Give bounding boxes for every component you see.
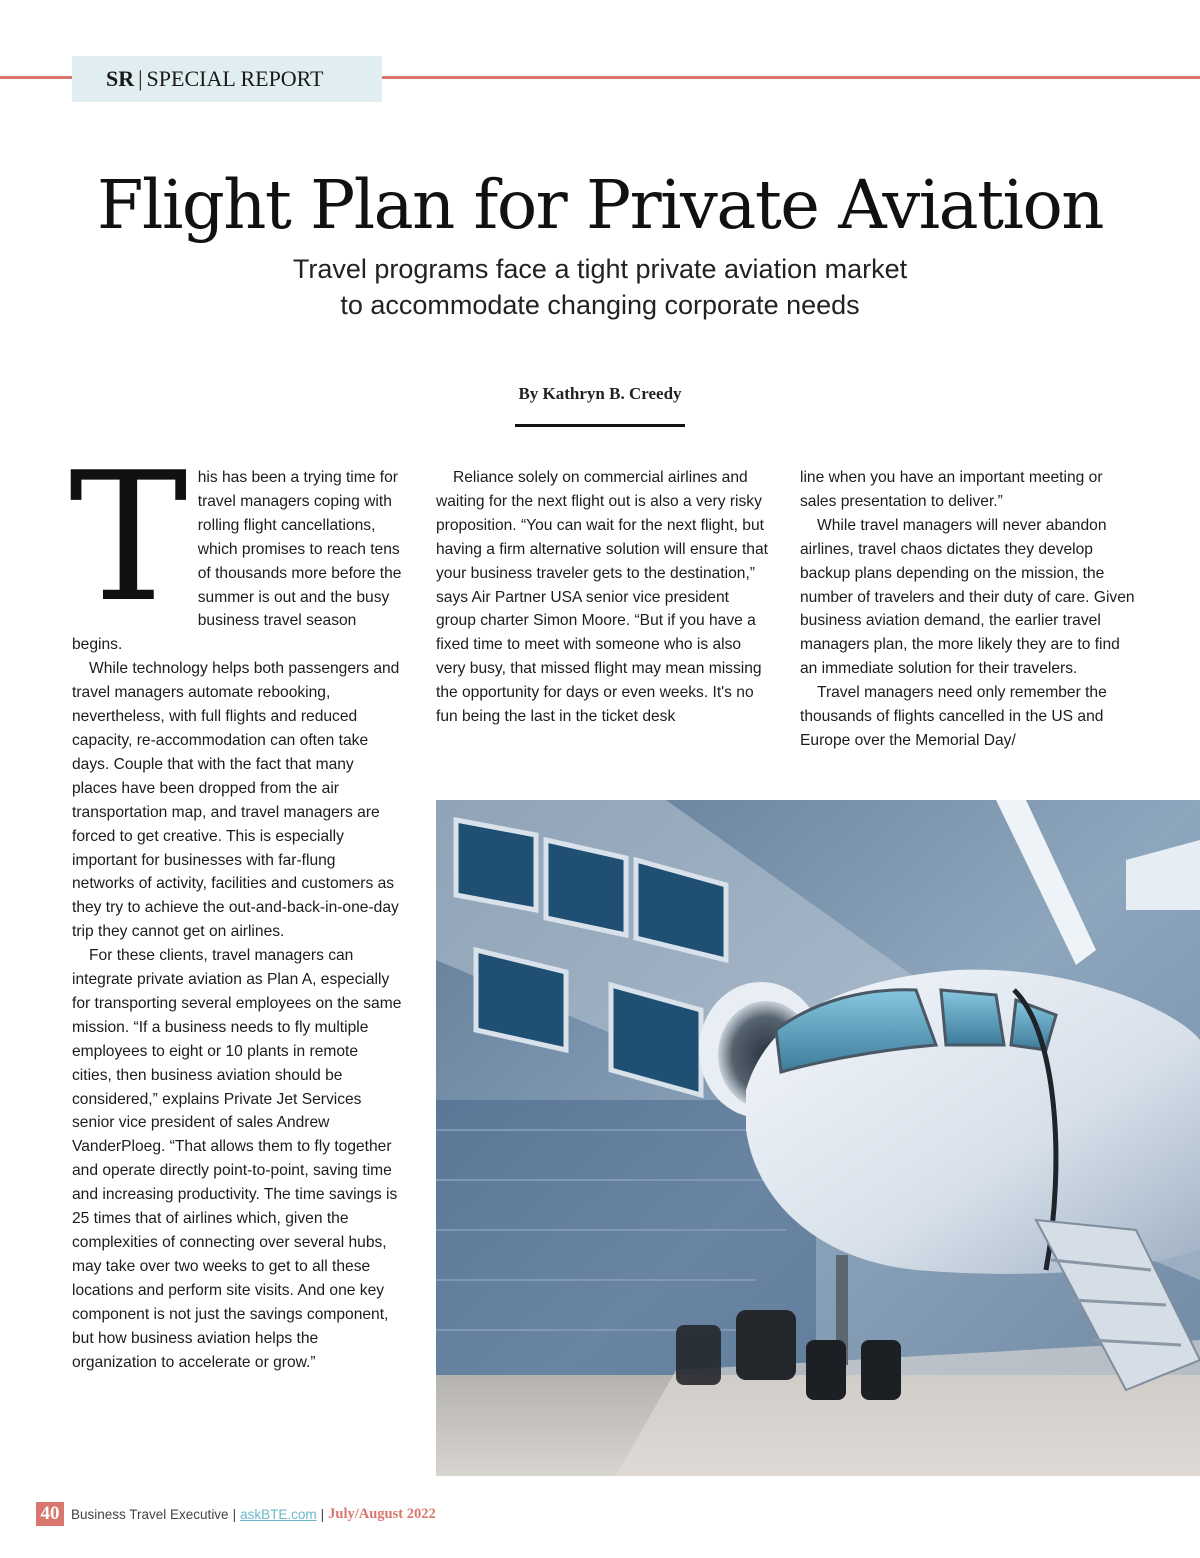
paragraph: While travel managers will never abandon airlines, travel chaos dictates they develop backup plans depending on the mission, the number of travelers and their duty of care. Given business aviation demand, the earlier travel managers plan, the more likely they are to find an immediate solution for their travelers. <box>800 516 1135 678</box>
website-link[interactable]: askBTE.com <box>240 1506 317 1522</box>
footer-separator: | <box>320 1506 325 1522</box>
page-footer <box>36 1502 436 1526</box>
footer-separator: | <box>232 1506 237 1522</box>
paragraph <box>69 434 402 657</box>
issue-date: July/August 2022 <box>328 1505 436 1522</box>
jet-photo <box>436 800 1200 1476</box>
private-jet-illustration <box>436 800 1200 1476</box>
article-column-3 <box>800 466 1135 753</box>
paragraph: line when you have an important meeting or sales presentation to deliver.” <box>800 469 1103 510</box>
paragraph: For these clients, travel managers can integrate private aviation as Plan A, especially for transporting several employees on the same mission. “If a business needs to fly multiple employees to eight or 10 plants in remote cities, then business aviation should be considered,” explains Private Jet Services senior vice president of sales Andrew VanderPloeg. “That allows them to fly together and operate directly point-to-point, saving time and increasing productivity. The time savings is 25 times that of airlines which, given the complexities of connecting over several hubs, may take over two weeks to get to all these locations and perform site visits. And one key component is not just the savings component, but how business aviation helps the organization to accelerate or grow.” <box>72 947 402 1371</box>
article-column-2 <box>436 466 771 729</box>
subtitle-line-1: Travel programs face a tight private aviation market <box>292 254 908 284</box>
paragraph: Reliance solely on commercial airlines and waiting for the next flight out is also a very risky proposition. “You can wait for the next flight, but having a firm alternative solution will ensure that your business traveler gets to the destination,” says Air Partner USA senior vice president group charter Simon Moore. “But if you have a fixed time to meet with someone who is also very busy, that missed flight may mean missing the opportunity for days or even weeks. It's no fun being the last in the ticket desk <box>436 469 768 726</box>
article-column-1 <box>69 434 402 1374</box>
byline-rule <box>515 424 685 427</box>
section-abbr: SR <box>106 66 135 91</box>
paragraph: Travel managers need only remember the thousands of flights cancelled in the US and Europe over the Memorial Day/ <box>800 684 1107 749</box>
publication-name: Business Travel Executive <box>71 1506 229 1522</box>
article-title: Flight Plan for Private Aviation <box>97 166 1103 244</box>
header-rule-right <box>382 76 1200 79</box>
section-tab <box>72 56 382 102</box>
article-subtitle <box>0 251 1200 323</box>
paragraph: While technology helps both passengers and travel managers automate rebooking, nevertheless, with full flights and reduced capacity, re-accommodation can often take days. Couple that with the fact that many places have been dropped from the air transportation map, and travel managers are forced to get creative. This is especially important for businesses with far-flung networks of activity, facilities and customers as they try to achieve the out-and-back-in-one-day trip they cannot get on airlines. <box>72 660 400 941</box>
section-separator: | <box>138 66 143 91</box>
paragraph-text: his has been a trying time for travel managers coping with rolling flight cancellations, which promises to reach tens of thousands more before the summer is out and the busy business travel season begins. <box>72 469 402 654</box>
byline: By Kathryn B. Creedy <box>518 384 682 403</box>
section-name: SPECIAL REPORT <box>146 66 324 91</box>
page-number: 40 <box>36 1502 64 1526</box>
drop-cap: T <box>69 434 188 641</box>
header-rule-left <box>0 76 72 79</box>
subtitle-line-2: to accommodate changing corporate needs <box>340 290 860 320</box>
